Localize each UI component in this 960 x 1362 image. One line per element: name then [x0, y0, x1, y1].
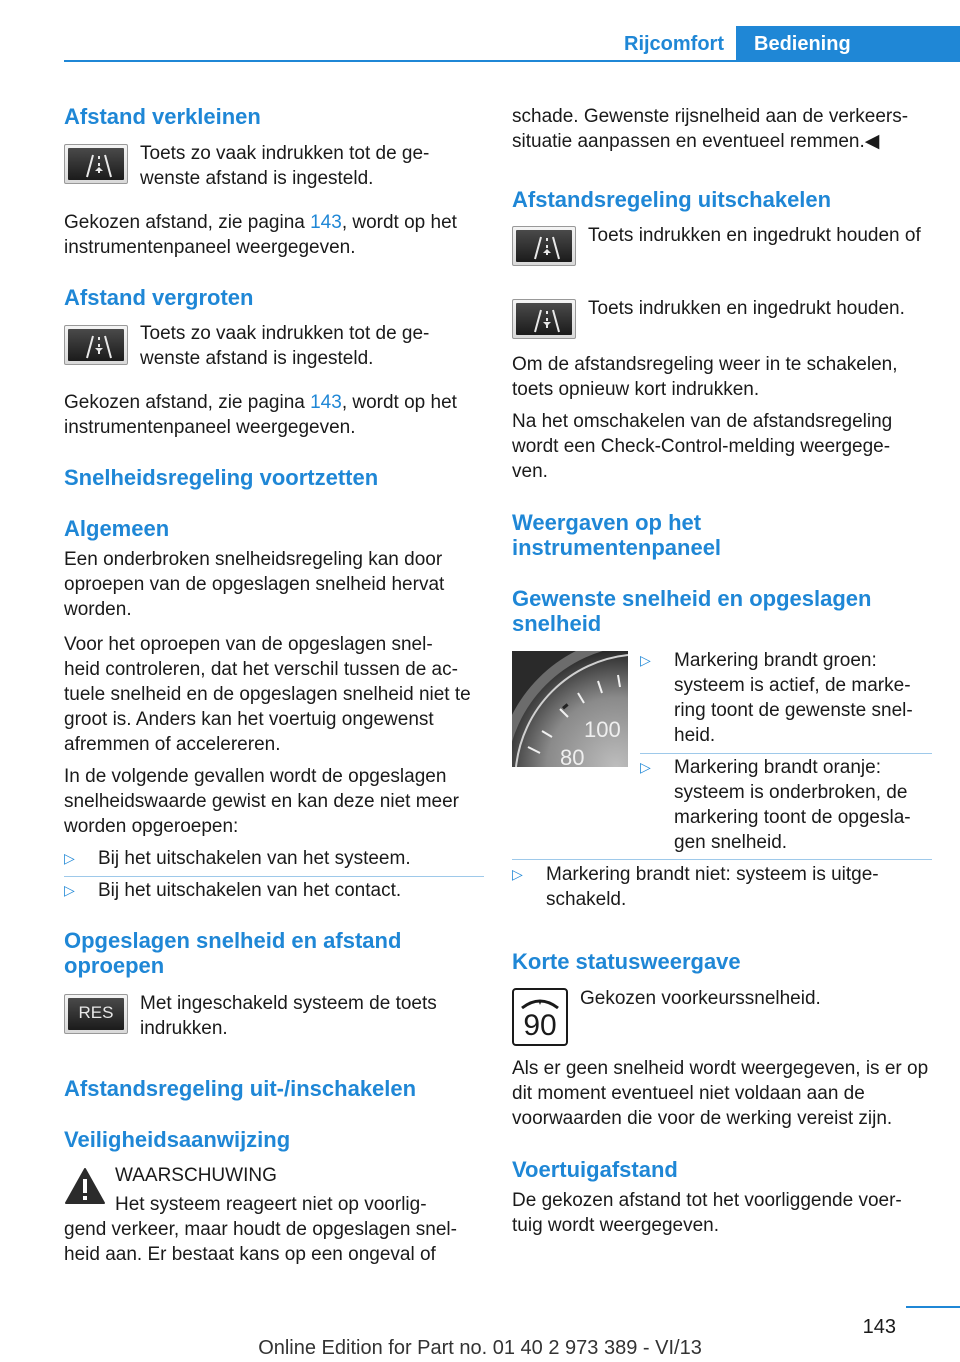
- heading-korte-statusweergave: Korte statusweergave: [512, 949, 741, 974]
- list-item: ▷ Markering brandt groen: systeem is actief, de marke- ring toont de gewenste snel- heid.: [640, 650, 913, 746]
- divider: [64, 876, 484, 877]
- divider: [640, 753, 932, 754]
- algemeen-paragraph-1: Een onderbroken snelheidsregeling kan door oproepen van de opgeslagen snelheid hervat worden.: [64, 549, 445, 620]
- heading-afstandsregeling-uitschakelen: Afstandsregeling uitschakelen: [512, 187, 832, 212]
- korte-paragraph: Als er geen snelheid wordt weergegeven, is er op dit moment eventueel niet voldaan aan de voorwaarden die voor de werking vereist zijn.: [512, 1058, 929, 1129]
- heading-afstand-verkleinen: Afstand verkleinen: [64, 104, 261, 129]
- heading-snelheidsregeling-voortzetten: Snelheidsregeling voortzetten: [64, 465, 379, 490]
- res-button-icon: RES: [64, 994, 128, 1034]
- heading-veiligheidsaanwijzing: Veiligheidsaanwijzing: [64, 1127, 291, 1152]
- uitschakelen-paragraph-2: Na het omschakelen van de afstandsregeling wordt een Check-Control-melding weergege- ven.: [512, 411, 893, 482]
- distance-button-icon: [64, 144, 128, 184]
- gekozen-afstand-2: Gekozen afstand, zie pagina 143, wordt op het instrumentenpaneel weergegeven.: [64, 392, 457, 438]
- gauge-label-100: 100: [584, 717, 621, 742]
- distance-button-icon: [64, 325, 128, 365]
- warning-title: WAARSCHUWING: [115, 1165, 277, 1186]
- header-tab-bediening: Bediening: [736, 26, 960, 62]
- heading-afstandsregeling-uit-in: Afstandsregeling uit-/inschakelen: [64, 1076, 417, 1101]
- algemeen-paragraph-3: In de volgende gevallen wordt de opgeslagen snelheidswaarde gewist en kan deze niet meer worden opgeroepen:: [64, 766, 460, 837]
- triangle-bullet-icon: ▷: [512, 866, 523, 882]
- triangle-bullet-icon: ▷: [64, 850, 75, 866]
- triangle-bullet-icon: ▷: [640, 759, 651, 775]
- warning-continuation: schade. Gewenste rijsnelheid aan de verkeers- situatie aanpassen en eventueel remmen.◀: [512, 106, 909, 152]
- list-item: ▷ Bij het uitschakelen van het systeem.: [64, 848, 411, 869]
- gekozen-afstand-1: Gekozen afstand, zie pagina 143, wordt op het instrumentenpaneel weergegeven.: [64, 212, 457, 258]
- page-link-143[interactable]: 143: [310, 212, 342, 233]
- uitschakelen-paragraph-1: Om de afstandsregeling weer in te schakelen, toets opnieuw kort indrukken.: [512, 354, 898, 400]
- list-item: ▷ Markering brandt niet: systeem is uitge- schakeld.: [512, 864, 879, 910]
- heading-gewenste-snelheid: Gewenste snelheid en opgeslagen snelheid: [512, 586, 872, 636]
- footer-rule: [906, 1306, 960, 1308]
- triangle-bullet-icon: ▷: [64, 882, 75, 898]
- heading-weergaven: Weergaven op het instrumentenpaneel: [512, 510, 722, 560]
- uitschakelen-text-2: Toets indrukken en ingedrukt houden.: [588, 298, 905, 319]
- gauge-label-80: 80: [560, 745, 585, 767]
- speed-display-icon: 90: [512, 988, 568, 1046]
- vergroten-text: Toets zo vaak indrukken tot de ge- wenste afstand is ingesteld.: [140, 323, 430, 369]
- speedometer-image: [512, 651, 628, 767]
- distance-button-icon: [512, 226, 576, 266]
- list-item: ▷ Bij het uitschakelen van het contact.: [64, 880, 402, 901]
- heading-algemeen: Algemeen: [64, 516, 170, 541]
- header-tab-rijcomfort: Rijcomfort: [624, 33, 724, 55]
- warning-text: Het systeem reageert niet op voorlig- gend verkeer, maar houdt de opgeslagen snel- heid aan. Er bestaat kans op een ongeval of: [64, 1194, 457, 1265]
- algemeen-paragraph-2: Voor het oproepen van de opgeslagen snel- heid controleren, dat het verschil tussen de ac- tuele snelheid en de opgeslagen snelheid niet te groot is. Anders kan het voertuig ongewenst afremmen of accelereren.: [64, 634, 471, 755]
- heading-afstand-vergroten: Afstand vergroten: [64, 285, 254, 310]
- divider: [512, 859, 932, 860]
- distance-button-icon: [512, 299, 576, 339]
- uitschakelen-text-1: Toets indrukken en ingedrukt houden of: [588, 225, 921, 246]
- page-number: 143: [862, 1316, 896, 1338]
- triangle-bullet-icon: ▷: [640, 652, 651, 668]
- list-item: ▷ Markering brandt oranje: systeem is onderbroken, de markering toont de opgesla- gen snelheid.: [640, 757, 911, 853]
- korte-text: Gekozen voorkeurssnelheid.: [580, 988, 821, 1009]
- voertuigafstand-paragraph: De gekozen afstand tot het voorliggende voer- tuig wordt weergegeven.: [512, 1190, 902, 1236]
- page-link-143[interactable]: 143: [310, 392, 342, 413]
- heading-voertuigafstand: Voertuigafstand: [512, 1157, 678, 1182]
- heading-opgeslagen-snelheid: Opgeslagen snelheid en afstand oproepen: [64, 928, 402, 978]
- res-text: Met ingeschakeld systeem de toets indrukken.: [140, 993, 437, 1039]
- header-rule: [64, 60, 960, 62]
- verkleinen-text: Toets zo vaak indrukken tot de ge- wenste afstand is ingesteld.: [140, 143, 430, 189]
- edition-footer: Online Edition for Part no. 01 40 2 973 389 - VI/13: [258, 1337, 702, 1359]
